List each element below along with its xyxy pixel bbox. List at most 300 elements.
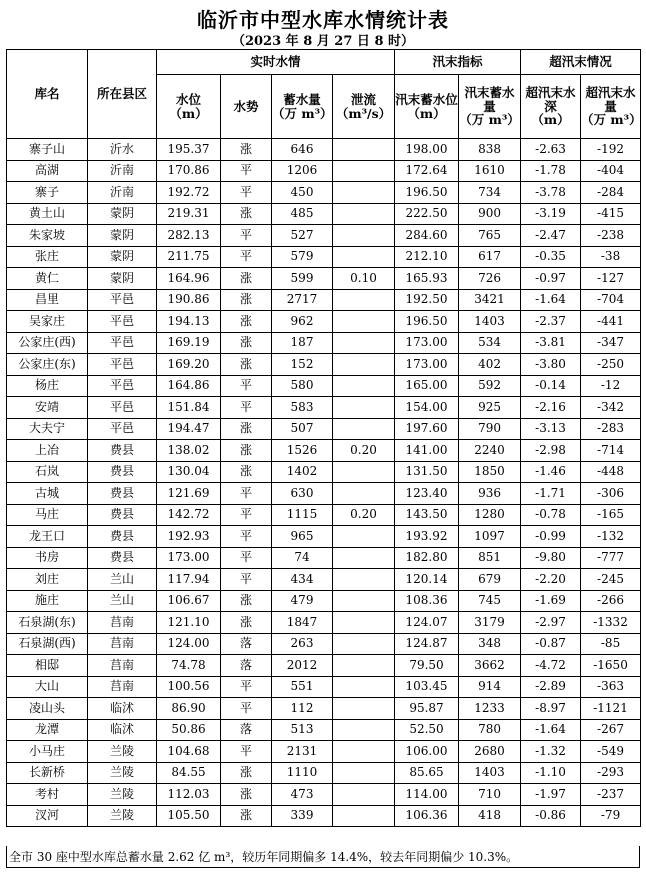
cell-storage: 965: [272, 526, 333, 548]
cell-level: 211.75: [157, 246, 221, 268]
cell-end-level: 222.50: [395, 203, 459, 225]
cell-county: 临沭: [88, 698, 157, 720]
cell-end-level: 193.92: [395, 526, 459, 548]
cell-discharge: [333, 698, 395, 720]
cell-county: 莒南: [88, 655, 157, 677]
cell-trend: 平: [221, 160, 272, 182]
cell-name: 石泉湖(西): [7, 633, 88, 655]
cell-trend: 涨: [221, 440, 272, 462]
cell-level: 74.78: [157, 655, 221, 677]
summary-footer: 全市 30 座中型水库总蓄水量 2.62 亿 m³，较历年同期偏多 14.4%，较去年同期偏少 10.3%。: [6, 846, 640, 868]
cell-county: 兰陵: [88, 805, 157, 827]
cell-volume: -238: [581, 225, 641, 247]
header-name: 库名: [7, 50, 88, 139]
cell-level: 138.02: [157, 440, 221, 462]
cell-volume: -266: [581, 590, 641, 612]
cell-county: 蒙阴: [88, 203, 157, 225]
cell-storage: 1110: [272, 762, 333, 784]
cell-trend: 平: [221, 504, 272, 526]
cell-storage: 962: [272, 311, 333, 333]
cell-discharge: [333, 461, 395, 483]
cell-name: 大山: [7, 676, 88, 698]
cell-volume: -549: [581, 741, 641, 763]
cell-level: 194.13: [157, 311, 221, 333]
cell-depth: -0.14: [521, 375, 581, 397]
cell-volume: -267: [581, 719, 641, 741]
header-county: 所在县区: [88, 50, 157, 139]
cell-level: 121.10: [157, 612, 221, 634]
cell-end-storage: 745: [459, 590, 521, 612]
cell-county: 兰陵: [88, 741, 157, 763]
cell-end-level: 173.00: [395, 332, 459, 354]
cell-level: 282.13: [157, 225, 221, 247]
cell-name: 施庄: [7, 590, 88, 612]
cell-trend: 涨: [221, 461, 272, 483]
cell-end-level: 196.50: [395, 311, 459, 333]
cell-name: 凌山头: [7, 698, 88, 720]
cell-end-storage: 1403: [459, 762, 521, 784]
cell-volume: -283: [581, 418, 641, 440]
cell-name: 黄土山: [7, 203, 88, 225]
cell-end-level: 103.45: [395, 676, 459, 698]
cell-end-storage: 765: [459, 225, 521, 247]
cell-end-level: 131.50: [395, 461, 459, 483]
cell-trend: 平: [221, 569, 272, 591]
cell-end-level: 52.50: [395, 719, 459, 741]
cell-county: 莒南: [88, 676, 157, 698]
table-row: [7, 762, 641, 784]
cell-depth: -1.97: [521, 784, 581, 806]
cell-level: 151.84: [157, 397, 221, 419]
header-exceed-depth: 超汛末水深 （m）: [521, 75, 581, 139]
header-trend: 水势: [221, 75, 272, 139]
table-row: [7, 375, 641, 397]
cell-discharge: [333, 547, 395, 569]
cell-trend: 平: [221, 483, 272, 505]
cell-discharge: [333, 203, 395, 225]
cell-discharge: [333, 246, 395, 268]
cell-storage: 646: [272, 139, 333, 161]
cell-end-storage: 710: [459, 784, 521, 806]
header-discharge: 泄流 （m³/s）: [333, 75, 395, 139]
cell-end-level: 141.00: [395, 440, 459, 462]
table-row: [7, 590, 641, 612]
cell-county: 平邑: [88, 332, 157, 354]
cell-storage: 74: [272, 547, 333, 569]
table-row: [7, 332, 641, 354]
cell-end-level: 284.60: [395, 225, 459, 247]
cell-county: 沂水: [88, 139, 157, 161]
cell-depth: -1.69: [521, 590, 581, 612]
cell-name: 小马庄: [7, 741, 88, 763]
cell-end-storage: 838: [459, 139, 521, 161]
cell-end-storage: 534: [459, 332, 521, 354]
cell-end-level: 197.60: [395, 418, 459, 440]
cell-end-storage: 734: [459, 182, 521, 204]
cell-volume: -12: [581, 375, 641, 397]
table-row: [7, 504, 641, 526]
cell-storage: 187: [272, 332, 333, 354]
cell-depth: -3.78: [521, 182, 581, 204]
cell-level: 50.86: [157, 719, 221, 741]
cell-discharge: [333, 612, 395, 634]
cell-trend: 平: [221, 375, 272, 397]
cell-discharge: [333, 160, 395, 182]
cell-end-storage: 3662: [459, 655, 521, 677]
header-exceed-group: 超汛末情况: [521, 50, 641, 75]
cell-end-level: 165.93: [395, 268, 459, 290]
cell-depth: -1.64: [521, 289, 581, 311]
table-row: [7, 633, 641, 655]
cell-name: 公家庄(西): [7, 332, 88, 354]
cell-storage: 630: [272, 483, 333, 505]
cell-county: 沂南: [88, 160, 157, 182]
cell-trend: 平: [221, 182, 272, 204]
cell-storage: 527: [272, 225, 333, 247]
table-row: [7, 547, 641, 569]
cell-volume: -404: [581, 160, 641, 182]
cell-name: 昌里: [7, 289, 88, 311]
cell-county: 费县: [88, 440, 157, 462]
cell-level: 173.00: [157, 547, 221, 569]
cell-discharge: [333, 483, 395, 505]
table-row: [7, 203, 641, 225]
cell-end-storage: 3179: [459, 612, 521, 634]
cell-depth: -1.32: [521, 741, 581, 763]
table-row: [7, 741, 641, 763]
table-row: [7, 526, 641, 548]
cell-trend: 涨: [221, 805, 272, 827]
cell-storage: 599: [272, 268, 333, 290]
table-row: [7, 246, 641, 268]
cell-county: 费县: [88, 526, 157, 548]
cell-trend: 平: [221, 547, 272, 569]
cell-end-level: 124.87: [395, 633, 459, 655]
cell-depth: -2.97: [521, 612, 581, 634]
table-row: [7, 612, 641, 634]
cell-trend: 落: [221, 655, 272, 677]
cell-storage: 1206: [272, 160, 333, 182]
cell-level: 169.20: [157, 354, 221, 376]
cell-depth: -3.80: [521, 354, 581, 376]
cell-name: 张庄: [7, 246, 88, 268]
table-row: [7, 182, 641, 204]
cell-storage: 339: [272, 805, 333, 827]
cell-name: 长新桥: [7, 762, 88, 784]
cell-storage: 579: [272, 246, 333, 268]
cell-trend: 涨: [221, 289, 272, 311]
cell-county: 沂南: [88, 182, 157, 204]
cell-end-storage: 2240: [459, 440, 521, 462]
cell-county: 平邑: [88, 375, 157, 397]
cell-name: 上冶: [7, 440, 88, 462]
cell-level: 105.50: [157, 805, 221, 827]
cell-county: 平邑: [88, 289, 157, 311]
reservoir-table: [6, 49, 641, 827]
cell-name: 寨子: [7, 182, 88, 204]
cell-county: 兰山: [88, 590, 157, 612]
table-row: [7, 698, 641, 720]
cell-level: 164.96: [157, 268, 221, 290]
cell-trend: 落: [221, 719, 272, 741]
cell-county: 兰陵: [88, 784, 157, 806]
cell-county: 兰山: [88, 569, 157, 591]
cell-volume: -714: [581, 440, 641, 462]
cell-discharge: [333, 289, 395, 311]
cell-discharge: [333, 526, 395, 548]
cell-end-level: 196.50: [395, 182, 459, 204]
cell-end-storage: 1850: [459, 461, 521, 483]
cell-depth: -0.97: [521, 268, 581, 290]
cell-end-storage: 3421: [459, 289, 521, 311]
cell-storage: 1115: [272, 504, 333, 526]
table-row: [7, 569, 641, 591]
cell-end-level: 106.36: [395, 805, 459, 827]
cell-level: 124.00: [157, 633, 221, 655]
cell-trend: 平: [221, 676, 272, 698]
table-row: [7, 268, 641, 290]
cell-discharge: [333, 805, 395, 827]
cell-county: 费县: [88, 461, 157, 483]
cell-name: 黄仁: [7, 268, 88, 290]
cell-end-level: 182.80: [395, 547, 459, 569]
cell-volume: -704: [581, 289, 641, 311]
cell-discharge: 0.20: [333, 504, 395, 526]
cell-trend: 涨: [221, 590, 272, 612]
cell-volume: -342: [581, 397, 641, 419]
cell-name: 寨子山: [7, 139, 88, 161]
cell-trend: 涨: [221, 268, 272, 290]
table-row: [7, 461, 641, 483]
cell-volume: -284: [581, 182, 641, 204]
cell-depth: -1.10: [521, 762, 581, 784]
cell-county: 费县: [88, 504, 157, 526]
cell-end-storage: 936: [459, 483, 521, 505]
cell-trend: 落: [221, 633, 272, 655]
cell-name: 大夫宁: [7, 418, 88, 440]
cell-level: 84.55: [157, 762, 221, 784]
cell-county: 平邑: [88, 354, 157, 376]
cell-trend: 平: [221, 698, 272, 720]
cell-end-level: 172.64: [395, 160, 459, 182]
cell-depth: -2.63: [521, 139, 581, 161]
cell-end-storage: 1280: [459, 504, 521, 526]
header-level: 水位 （m）: [157, 75, 221, 139]
cell-level: 112.03: [157, 784, 221, 806]
cell-level: 104.68: [157, 741, 221, 763]
cell-discharge: 0.10: [333, 268, 395, 290]
cell-depth: -9.80: [521, 547, 581, 569]
cell-level: 192.72: [157, 182, 221, 204]
cell-discharge: [333, 139, 395, 161]
table-row: [7, 311, 641, 333]
cell-volume: -1121: [581, 698, 641, 720]
cell-volume: -1650: [581, 655, 641, 677]
cell-end-storage: 790: [459, 418, 521, 440]
cell-depth: -2.89: [521, 676, 581, 698]
table-row: [7, 160, 641, 182]
cell-level: 195.37: [157, 139, 221, 161]
cell-storage: 434: [272, 569, 333, 591]
cell-depth: -1.71: [521, 483, 581, 505]
cell-trend: 涨: [221, 418, 272, 440]
cell-county: 费县: [88, 547, 157, 569]
cell-end-level: 212.10: [395, 246, 459, 268]
cell-county: 费县: [88, 483, 157, 505]
cell-county: 蒙阴: [88, 225, 157, 247]
cell-level: 121.69: [157, 483, 221, 505]
cell-depth: -3.13: [521, 418, 581, 440]
cell-discharge: [333, 719, 395, 741]
cell-volume: -441: [581, 311, 641, 333]
cell-volume: -415: [581, 203, 641, 225]
cell-end-level: 143.50: [395, 504, 459, 526]
cell-end-level: 173.00: [395, 354, 459, 376]
cell-trend: 平: [221, 246, 272, 268]
cell-depth: -0.86: [521, 805, 581, 827]
cell-name: 书房: [7, 547, 88, 569]
cell-volume: -448: [581, 461, 641, 483]
cell-storage: 513: [272, 719, 333, 741]
cell-discharge: [333, 590, 395, 612]
cell-depth: -1.78: [521, 160, 581, 182]
cell-discharge: 0.20: [333, 440, 395, 462]
cell-county: 蒙阴: [88, 268, 157, 290]
cell-trend: 涨: [221, 612, 272, 634]
cell-name: 吴家庄: [7, 311, 88, 333]
header-storage: 蓄水量 （万 m³）: [272, 75, 333, 139]
cell-end-storage: 418: [459, 805, 521, 827]
cell-storage: 450: [272, 182, 333, 204]
cell-storage: 473: [272, 784, 333, 806]
cell-name: 朱家坡: [7, 225, 88, 247]
cell-end-level: 165.00: [395, 375, 459, 397]
cell-end-level: 95.87: [395, 698, 459, 720]
table-row: [7, 139, 641, 161]
cell-level: 192.93: [157, 526, 221, 548]
cell-storage: 479: [272, 590, 333, 612]
cell-end-storage: 851: [459, 547, 521, 569]
cell-trend: 涨: [221, 332, 272, 354]
table-row: [7, 289, 641, 311]
cell-discharge: [333, 354, 395, 376]
cell-volume: -237: [581, 784, 641, 806]
table-row: [7, 676, 641, 698]
cell-level: 194.47: [157, 418, 221, 440]
cell-discharge: [333, 397, 395, 419]
table-row: [7, 655, 641, 677]
cell-volume: -132: [581, 526, 641, 548]
cell-storage: 507: [272, 418, 333, 440]
cell-end-storage: 1097: [459, 526, 521, 548]
cell-storage: 1526: [272, 440, 333, 462]
cell-volume: -85: [581, 633, 641, 655]
cell-volume: -293: [581, 762, 641, 784]
cell-storage: 1402: [272, 461, 333, 483]
cell-depth: -4.72: [521, 655, 581, 677]
cell-county: 兰陵: [88, 762, 157, 784]
cell-level: 219.31: [157, 203, 221, 225]
cell-volume: -1332: [581, 612, 641, 634]
cell-volume: -245: [581, 569, 641, 591]
cell-end-storage: 780: [459, 719, 521, 741]
cell-name: 汊河: [7, 805, 88, 827]
cell-end-storage: 900: [459, 203, 521, 225]
table-row: [7, 354, 641, 376]
cell-depth: -2.20: [521, 569, 581, 591]
cell-end-storage: 402: [459, 354, 521, 376]
header-exceed-volume: 超汛末水量 （万 m³）: [581, 75, 641, 139]
cell-discharge: [333, 655, 395, 677]
cell-county: 临沭: [88, 719, 157, 741]
cell-end-level: 79.50: [395, 655, 459, 677]
cell-name: 相邸: [7, 655, 88, 677]
cell-volume: -127: [581, 268, 641, 290]
cell-county: 莒南: [88, 633, 157, 655]
cell-depth: -0.78: [521, 504, 581, 526]
cell-trend: 平: [221, 397, 272, 419]
cell-level: 86.90: [157, 698, 221, 720]
cell-end-storage: 679: [459, 569, 521, 591]
cell-level: 170.86: [157, 160, 221, 182]
cell-end-level: 123.40: [395, 483, 459, 505]
cell-end-storage: 925: [459, 397, 521, 419]
cell-end-storage: 1610: [459, 160, 521, 182]
cell-end-storage: 2680: [459, 741, 521, 763]
cell-trend: 涨: [221, 311, 272, 333]
cell-discharge: [333, 676, 395, 698]
cell-name: 龙潭: [7, 719, 88, 741]
table-row: [7, 440, 641, 462]
cell-depth: -0.35: [521, 246, 581, 268]
table-row: [7, 805, 641, 827]
cell-storage: 2717: [272, 289, 333, 311]
cell-end-level: 154.00: [395, 397, 459, 419]
cell-level: 117.94: [157, 569, 221, 591]
cell-storage: 152: [272, 354, 333, 376]
cell-storage: 112: [272, 698, 333, 720]
cell-volume: -363: [581, 676, 641, 698]
cell-discharge: [333, 375, 395, 397]
cell-end-storage: 726: [459, 268, 521, 290]
cell-trend: 涨: [221, 203, 272, 225]
cell-depth: -0.99: [521, 526, 581, 548]
cell-level: 169.19: [157, 332, 221, 354]
cell-county: 莒南: [88, 612, 157, 634]
header-end-storage: 汛末蓄水量 （万 m³）: [459, 75, 521, 139]
table-row: [7, 719, 641, 741]
cell-storage: 580: [272, 375, 333, 397]
cell-county: 蒙阴: [88, 246, 157, 268]
cell-end-storage: 592: [459, 375, 521, 397]
table-row: [7, 225, 641, 247]
cell-depth: -8.97: [521, 698, 581, 720]
cell-depth: -2.47: [521, 225, 581, 247]
header-realtime-group: 实时水情: [157, 50, 395, 75]
cell-discharge: [333, 784, 395, 806]
cell-end-level: 198.00: [395, 139, 459, 161]
cell-name: 龙王口: [7, 526, 88, 548]
cell-trend: 涨: [221, 139, 272, 161]
cell-discharge: [333, 418, 395, 440]
cell-level: 130.04: [157, 461, 221, 483]
cell-storage: 2131: [272, 741, 333, 763]
cell-end-level: 124.07: [395, 612, 459, 634]
cell-storage: 485: [272, 203, 333, 225]
cell-depth: -3.81: [521, 332, 581, 354]
cell-trend: 涨: [221, 762, 272, 784]
header-flood-end-group: 汛末指标: [395, 50, 521, 75]
